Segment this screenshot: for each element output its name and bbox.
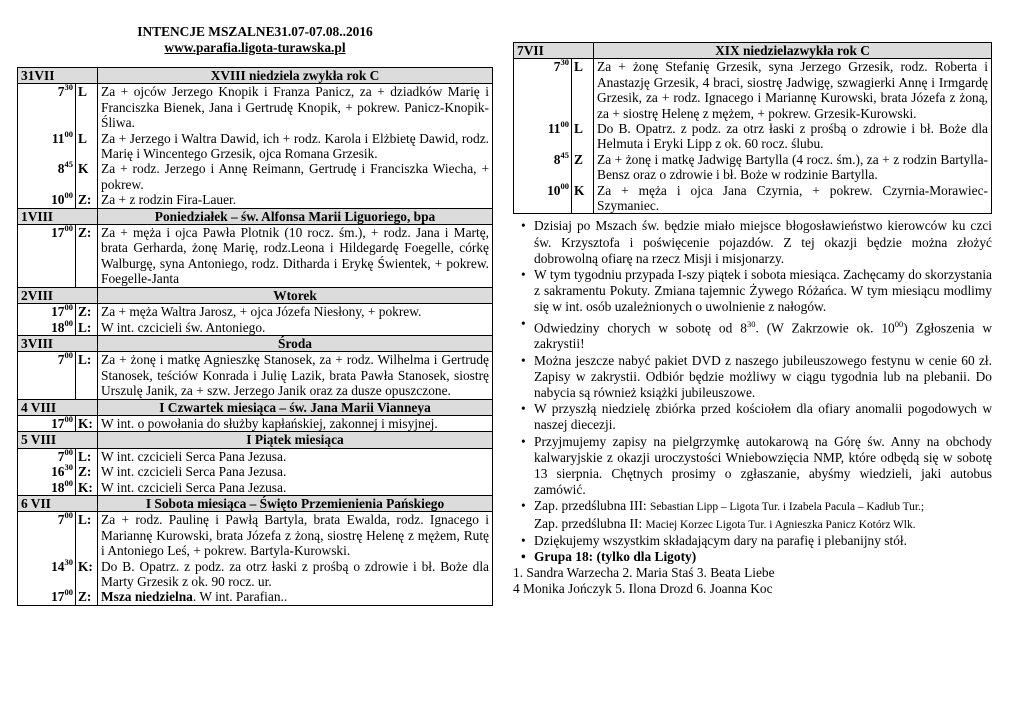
mass-time: $7^{00}$ [18,352,76,399]
mass-intention: Za + męża i ojca Pawła Plotnik (10 rocz. śm.), + rodz. Jana i Martę, brata Gerharda, żonę Marię, rodz.Leona i Hildegardę Foegelle, córkę Walburgę, syna Antoniego, rodz. Ditharda i Erykę Świentek, + pokrew. Foegelle-Janta [98,225,493,288]
right-schedule-table [513,42,992,214]
mass-time: $8^{45}$ [18,161,76,192]
mass-row [514,183,992,214]
church-code: Z: [76,192,98,208]
church-code: Z [572,152,594,183]
day-date: 5 VIII [18,432,98,448]
announcement-item: • Można jeszcze nabyć pakiet DVD z naszego jubileuszowego festynu w cenie 60 zł. Zapisy w zakrystii. Odbiór będzie możliwy w ciągu tygodnia lub na plebanii. Do nabycia są również książki jubileuszowe. [521,352,992,400]
mass-time: $18^{00}$ [18,320,76,336]
mass-row [514,59,992,121]
day-title: Wtorek [98,287,493,303]
mass-row [18,225,493,288]
mass-intention: Za + rodz. Jerzego i Annę Reimann, Gertrudę i Franciszka Wiecha, + pokrew. [98,161,493,192]
mass-row [18,559,493,590]
day-date: 6 VII [18,495,98,511]
day-title: XIX niedzielazwykła rok C [594,43,992,59]
mass-intention: W int. czcicieli Serca Pana Jezusa. [98,480,493,496]
bullet-icon: • [521,267,526,283]
mass-time: $11^{00}$ [18,131,76,162]
mass-intention: W int. czcicieli Serca Pana Jezusa. [98,448,493,464]
announcement-line: Zap. przedślubna II: Maciej Korzec Ligota Tur. i Agnieszka Panicz Kotórz Wlk. [534,515,916,531]
mass-row [18,480,493,496]
mass-row [18,192,493,208]
announcements [513,218,992,597]
mass-time: $17^{00}$ [18,415,76,431]
mass-intention: W int. czcicieli Serca Pana Jezusa. [98,464,493,479]
mass-time: $7^{00}$ [18,448,76,464]
right-column [513,42,992,598]
church-code: L [76,84,98,131]
mass-time: $17^{00}$ [18,589,76,605]
mass-time: $17^{00}$ [18,225,76,288]
mass-intention: Za + żonę i matkę Agnieszkę Stanosek, za + rodz. Wilhelma i Gertrudę Stanosek, teściów Konrada i Julię Lazik, brata Pawła Stanosek, siostrę Urszulę Janik, za + szw. Jerzego Janik oraz za dusze opuszczone. [98,352,493,399]
church-code: L [572,121,594,152]
announcement-item: • W tym tygodniu przypada I-szy piątek i sobota miesiąca. Zachęcamy do skorzystania z sakramentu Pokuty. Zmiana tajemnic Żywego Różańca. W tym miesiącu modlimy się w int. osób uzależnionych o uwolnienie z nałogów. [521,267,992,315]
group-members: 1. Sandra Warzecha 2. Maria Staś 3. Beata Liebe 4 Monika Jończyk 5. Ilona Drozd 6. Joanna Koc [513,565,775,597]
bullet-icon: • [521,218,526,234]
left-column [17,24,493,606]
church-code: L [76,131,98,162]
bullet-icon: • [521,352,526,368]
mass-row [18,512,493,559]
day-title: I Sobota miesiąca – Święto Przemienienia Pańskiego [98,495,493,511]
bullet-icon: • [521,532,526,548]
announcement-item: • Zap. przedślubna III: Sebastian Lipp – Ligota Tur. i Izabela Pacula – Kadłub Tur.; [521,498,925,514]
mass-time: $7^{30}$ [18,84,76,131]
mass-row [18,415,493,431]
mass-intention: Za + z rodzin Fira-Lauer. [98,192,493,208]
day-header-row [18,335,493,351]
mass-intention: Za + żonę Stefanię Grzesik, syna Jerzego Grzesik, rodz. Roberta i Anastazję Grzesik, 4 braci, siostrę Jadwigę, szwagierki Annę i Irmgardę Grzesik, za + rodz. Ignacego i Mariannę Kurowski, brata Józefa z żoną, za + siostrę Helenę z mężem, + pokrew. Grzesik-Kurowski. [594,59,992,121]
day-date: 2VIII [18,287,98,303]
mass-time: $16^{30}$ [18,464,76,479]
mass-row [18,448,493,464]
day-date: 1VIII [18,208,98,224]
mass-intention: Msza niedzielna. W int. Parafian.. [98,589,493,605]
announcement-item: • Odwiedziny chorych w sobotę od $8^{30}$. (W Zakrzowie ok. $10^{00}$) Zgłoszenia w zakrystii! [521,315,992,352]
mass-intention: Za + Jerzego i Waltra Dawid, ich + rodz. Karola i Elżbietę Dawid, rodz. Marię i Wincentego Grzesik, ojca Romana Grzesik. [98,131,493,162]
mass-intention: Za + rodz. Paulinę i Pawłą Bartyla, brata Ewalda, rodz. Ignacego i Mariannę Kurowski, brata Józefa z żoną, siostrę Helenę z mężem, Rutę i Antoniego Leś, + pokrew. Bartyla-Kurowski. [98,512,493,559]
mass-time: $7^{30}$ [514,59,572,121]
day-title: I Piątek miesiąca [98,432,493,448]
day-date: 4 VIII [18,399,98,415]
church-code: K: [76,415,98,431]
mass-row [18,161,493,192]
church-code: L: [76,448,98,464]
day-header-row [18,208,493,224]
mass-row [18,304,493,320]
mass-intention: Za + męża i ojca Jana Czyrnia, + pokrew. Czyrnia-Morawiec-Szymaniec. [594,183,992,214]
document-title: INTENCJE MSZALNE31.07-07.08..2016 [137,24,373,39]
mass-intention: Za + męża Waltra Jarosz, + ojca Józefa Niesłony, + pokrew. [98,304,493,320]
mass-time: $10^{00}$ [514,183,572,214]
day-header-row [514,43,992,59]
day-date: 7VII [514,43,594,59]
parish-url-link[interactable]: www.parafia.ligota-turawska.pl [164,40,346,55]
mass-time: $7^{00}$ [18,512,76,559]
mass-time: $8^{45}$ [514,152,572,183]
bullet-icon: • [521,433,526,449]
church-code: Z: [76,225,98,288]
day-header-row [18,68,493,84]
mass-intention: Za + ojców Jerzego Knopik i Franza Panicz, za + dziadków Marię i Franciszka Bienek, Jana i Gertrudę Knopik, + pokrew. Panicz-Knopik-Śliwa. [98,84,493,131]
group-heading: • Grupa 18: (tylko dla Ligoty) [521,549,697,564]
day-title: I Czwartek miesiąca – św. Jana Marii Vianneya [98,399,493,415]
day-title: Poniedziałek – św. Alfonsa Marii Liguoriego, bpa [98,208,493,224]
mass-time: $11^{00}$ [514,121,572,152]
mass-row [514,121,992,152]
church-code: K: [76,559,98,590]
church-code: K [572,183,594,214]
day-title: XVIII niedziela zwykła rok C [98,68,493,84]
announcement-item: • Dzisiaj po Mszach św. będzie miało miejsce błogosławieństwo kierowców ku czci św. Krzysztofa i poświęcenie pojazdów. Z tej okazji będzie można złożyć dobrowolną ofiarę na rzecz Misji i misjonarzy. [521,218,992,266]
header [17,24,493,56]
day-date: 31VII [18,68,98,84]
announcement-item: • Przyjmujemy zapisy na pielgrzymkę autokarową na Górę św. Anny na obchody kalwaryjskie z okazji uroczystości Wniebowzięcia NMP, które odbędą się w sobotę 13 sierpnia. Chętnych prosimy o zgłaszanie, abyśmy wiedzieli, jaki autobus zamówić. [521,433,992,498]
announcement-item: • W przyszłą niedzielę zbiórka przed kościołem dla ofiary anomalii pogodowych w naszej diecezji. [521,401,992,433]
mass-row [18,84,493,131]
day-header-row [18,495,493,511]
left-schedule-table [17,67,493,606]
church-code: L: [76,320,98,336]
mass-intention: W int. o powołania do służby kapłańskiej, zakonnej i misyjnej. [98,415,493,431]
mass-row [18,464,493,479]
church-code: K: [76,480,98,496]
mass-time: $18^{00}$ [18,480,76,496]
church-code: L: [76,352,98,399]
announcement-item: • Dziękujemy wszystkim składającym dary na parafię i plebanijny stół. [521,532,907,548]
mass-intention: Za + żonę i matkę Jadwigę Bartylla (4 rocz. śm.), za + z rodzin Bartylla-Bensz oraz o zdrowie i bł. Boże w rodzinie Bartylla. [594,152,992,183]
day-header-row [18,399,493,415]
mass-row [18,320,493,336]
mass-time: $10^{00}$ [18,192,76,208]
bullet-icon: • [521,401,526,417]
church-code: Z: [76,464,98,479]
mass-row [18,131,493,162]
bullet-icon: • [521,315,526,331]
mass-row [514,152,992,183]
church-code: L: [76,512,98,559]
mass-intention: W int. czcicieli św. Antoniego. [98,320,493,336]
day-title: Środa [98,335,493,351]
mass-intention: Do B. Opatrz. z podz. za otrz łaski z prośbą o zdrowie i bł. Boże dla Helmuta i Eryki Lipp z ok. 60 rocz. ślubu. [594,121,992,152]
day-header-row [18,287,493,303]
church-code: Z: [76,589,98,605]
mass-row [18,589,493,605]
mass-time: $14^{30}$ [18,559,76,590]
day-header-row [18,432,493,448]
bullet-icon: • [521,498,526,514]
church-code: Z: [76,304,98,320]
mass-time: $17^{00}$ [18,304,76,320]
bullet-icon: • [521,549,526,564]
mass-intention: Do B. Opatrz. z podz. za otrz łaski z prośbą o zdrowie i bł. Boże dla Marty Grzesik z ok. 90 rocz. ur. [98,559,493,590]
church-code: L [572,59,594,121]
day-date: 3VIII [18,335,98,351]
mass-row [18,352,493,399]
church-code: K [76,161,98,192]
